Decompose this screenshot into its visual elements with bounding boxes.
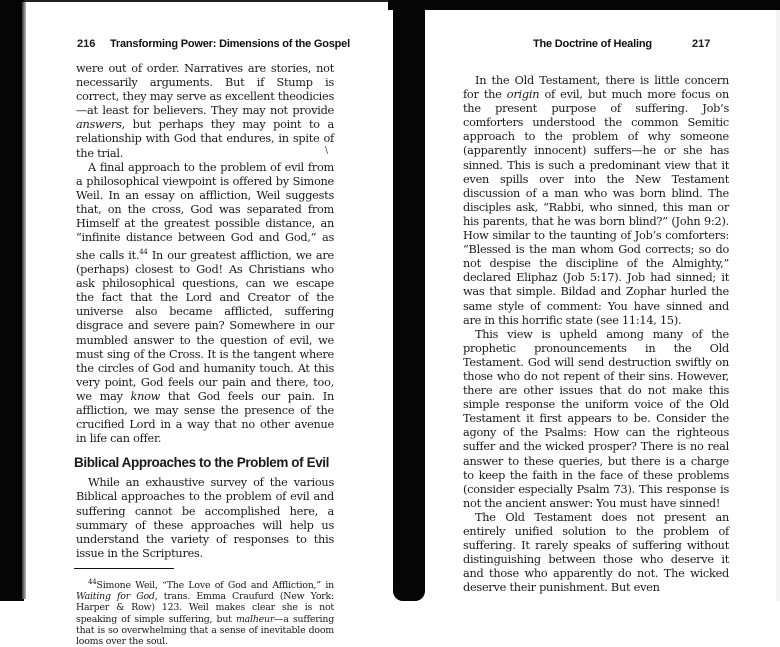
right-page (425, 0, 776, 601)
paragraph (76, 62, 334, 161)
footnote-ref: 44 (139, 248, 148, 257)
body-text (463, 74, 729, 595)
left-page (26, 0, 393, 647)
italic-text: Waiting for God (76, 591, 155, 603)
text-run: that God feels our pain. In affliction, we may sense the presence of the crucified Lord in a way that no other avenue in life can offer. (76, 389, 334, 446)
paragraph (76, 476, 334, 561)
body-text (76, 62, 334, 647)
italic-text: origin (506, 88, 540, 102)
paragraph (76, 161, 334, 447)
text-run: , trans. Emma Craufurd (New York: Harper & Row) 123. Weil makes clear she is not speaking of simple suffering, but (76, 591, 334, 625)
paragraph (463, 511, 729, 596)
italic-text: know (130, 389, 161, 403)
book-gutter (393, 0, 425, 601)
italic-text: malheur (235, 613, 275, 625)
scan-border-left (0, 0, 24, 601)
text-run: A final approach to the problem of evil from a philosophical viewpoint is offered by Simone Weil. In an essay on affliction, Weil suggests that, on the cross, God was separated from Himself at the greatest possible distance, an “infinite distance between God and God,” as she calls it. (76, 160, 334, 262)
paragraph (463, 74, 729, 328)
text-run: In our greatest affliction, we are (perhaps) closest to God! As Christians who ask philosophical questions, can we escape the fact that the Lord and Creator of the universe also became afflicted, suffering disgrace and severe pain? Somewhere in our mumbled answer to the question of evil, we must sing of the Cross. It is the tangent where the circles of God and humanity touch. At this very point, God feels our pain and there, too, we may (76, 248, 334, 403)
footnote-rule (74, 568, 174, 569)
running-head: The Doctrine of Healing (533, 38, 652, 50)
footnote-text (76, 577, 334, 647)
text-run: While an exhaustive survey of the various Biblical approaches to the problem of evil and suffering cannot be accomplished here, a summary of these approaches will help us understand the variety of responses to this issue in the Scriptures. (76, 476, 334, 560)
text-run: The Old Testament does not present an entirely unified solution to the problem of suffering. It rarely speaks of suffering without distinguishing between those who deserve it and those who apparently do not. The wicked deserve their punishment. But even (463, 510, 729, 595)
italic-text: answers (76, 118, 122, 132)
text-run: —a suffering that is so overwhelming that a sense of inevitable doom looms over the soul. (76, 613, 334, 647)
running-head: Transforming Power: Dimensions of the Gospel (110, 38, 350, 50)
text-run: In the Old Testament, there is little concern for the (463, 74, 729, 102)
text-run: Simone Weil, “The Love of God and Affliction,” in (96, 580, 334, 592)
text-run: of evil, but much more focus on the present purpose of suffering. Job’s comforters understood the common Semitic approach to the problem of why someone (apparently innocent) suffers—he or she has sinned. This is such a predominant view that it even spills over into the New Testament discussion of a man who was born blind. The disciples ask, “Rabbi, who sinned, this man or his parents, that he was born blind?” (John 9:2). How similar to the taunting of Job’s comforters: “Blessed is the man whom God corrects; so do not despise the discipline of the Almighty,” declared Eliphaz (Job 5:17). Job had sinned; it was that simple. Bildad and Zophar hurled the same style of comment: You have sinned and are in this horrific state (see 11:14, 15). (463, 88, 729, 327)
paragraph-group (76, 62, 334, 446)
scan-mark: \ (325, 146, 329, 156)
paragraph (463, 328, 729, 511)
text-run: were out of order. Narratives are stories, not necessarily arguments. But if Stump is correct, they may serve as excellent theodicies—at least for believers. They may not provide (76, 62, 334, 118)
footnote-ref: 44 (88, 577, 97, 586)
footnote (76, 577, 334, 647)
text-run: This view is upheld among many of the prophetic pronouncements in the Old Testament. God will send destruction swiftly on those who do not repent of their sins. However, there are other issues that do not make this simple response the uniform voice of the Old Testament it first appears to be. Consider the agony of the Psalms: How can the righteous suffer and the wicked prosper? There is no real answer to these queries, but there is a charge to keep the faith in the face of these problems (consider especially Psalm 73). This response is not the ancient answer: You must have sinned! (463, 327, 729, 510)
page-edge-right (776, 10, 780, 601)
section-heading: Biblical Approaches to the Problem of Evil (74, 455, 329, 471)
paragraph-group (76, 476, 334, 561)
page-number: 217 (692, 38, 711, 50)
text-run: , but perhaps they may point to a relationship with God that endures, in spite of the trial. (76, 118, 334, 160)
page-number: 216 (77, 38, 96, 50)
paragraph-group (463, 74, 729, 595)
